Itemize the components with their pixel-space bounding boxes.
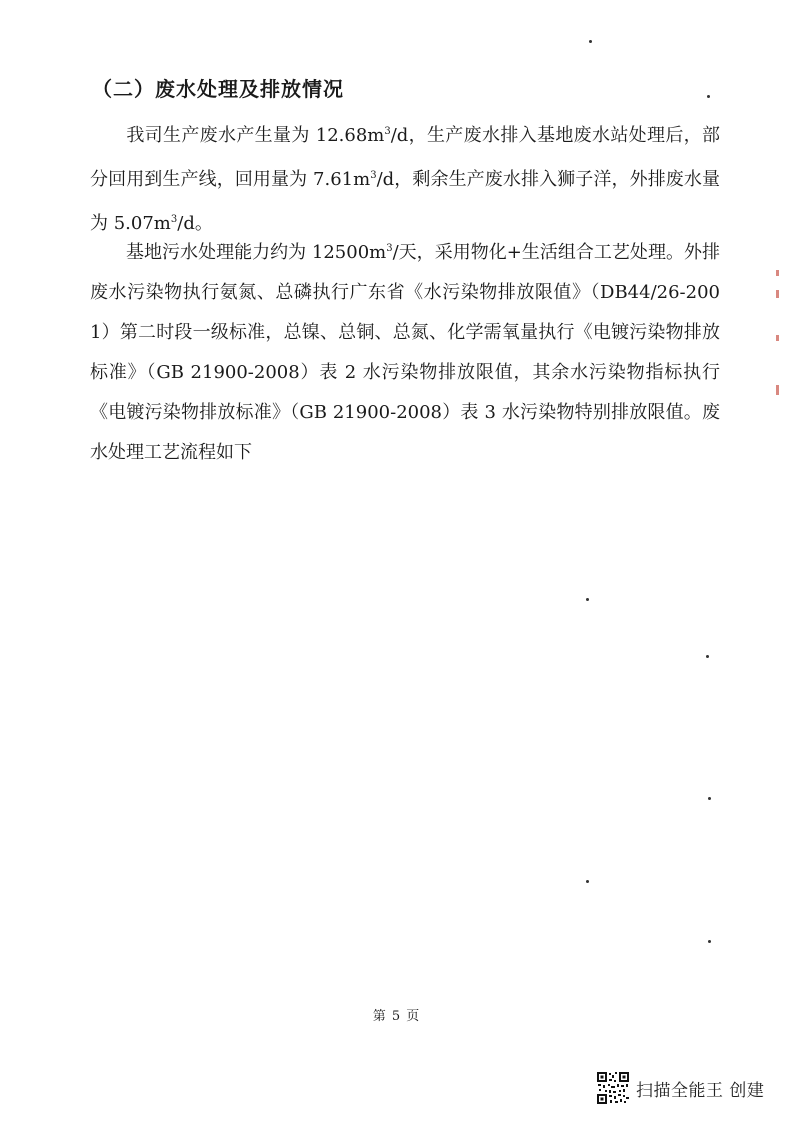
scan-speck — [586, 598, 589, 601]
text-run: 基地污水处理能力约为 12500m — [126, 242, 387, 263]
section-heading: （二）废水处理及排放情况 — [92, 77, 344, 101]
superscript: 3 — [386, 243, 393, 254]
page-number: 第 5 页 — [372, 1009, 421, 1024]
scanner-watermark — [596, 1071, 764, 1105]
scan-edge-mark — [776, 270, 779, 276]
paragraph-wastewater-volume — [90, 112, 720, 244]
scan-speck — [707, 95, 710, 98]
superscript: 3 — [384, 126, 391, 137]
superscript: 3 — [170, 214, 178, 225]
scan-edge-mark — [776, 335, 779, 341]
superscript: 3 — [370, 170, 377, 181]
text-run: /d。 — [177, 213, 213, 234]
scan-speck — [586, 880, 589, 883]
text-run: /天，采用物化+生活组合工艺处理。外排废水污染物执行氨氮、总磷执行广东省《水污染物排放限值》（DB44/26-2001）第二时段一级标准，总镍、总铜、总氮、化学需氧量执行《电镀污染物排放标准》（GB 21900-2008）表 2 水污染物排放限值，其余水污染物指标执行《电镀污染物排放标准》（GB 21900-2008）表 3 水污染物特别排放限值。废水处理工艺流程如下 — [90, 242, 720, 463]
scan-speck — [708, 797, 711, 800]
scanner-app-label: 扫描全能王 创建 — [636, 1080, 765, 1101]
scan-speck — [589, 40, 592, 43]
scan-speck — [706, 655, 709, 658]
text-run: /d，生产废水排入基地废水站处理后，部分回用到生产线，回用量为 7.61m — [90, 125, 720, 190]
scan-edge-mark — [776, 290, 779, 298]
text-run: /d，剩余生产废水排入狮子洋，外排废水量为 5.07m — [90, 169, 720, 234]
qr-code-icon — [596, 1071, 630, 1105]
scan-speck — [708, 940, 711, 943]
text-run: 我司生产废水产生量为 12.68m — [126, 125, 385, 146]
scan-edge-mark — [776, 385, 779, 395]
paragraph-treatment-standards — [90, 229, 720, 473]
